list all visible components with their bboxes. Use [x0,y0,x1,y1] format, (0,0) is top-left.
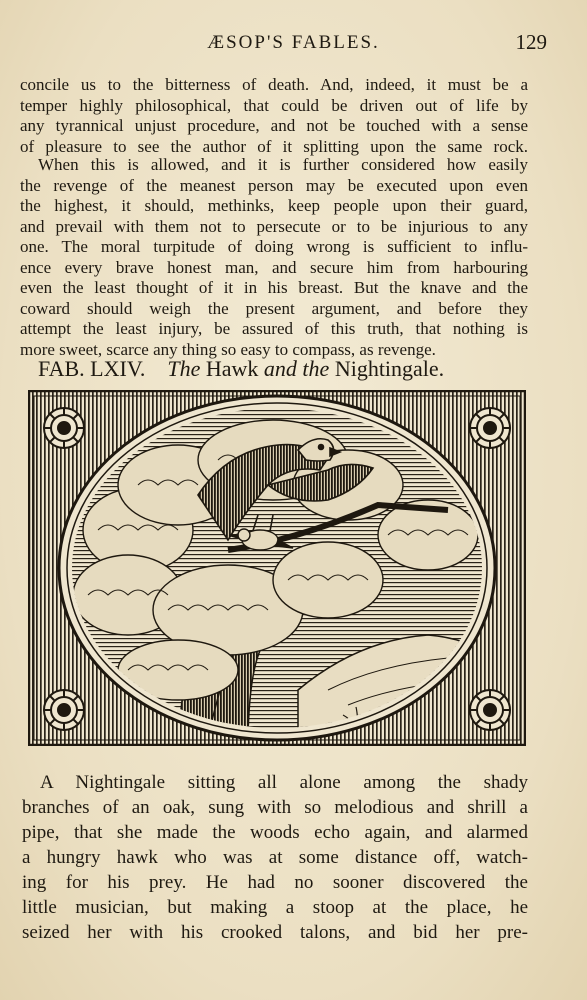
text-line: temper highly philosophical, that could be driven out of life by [20,95,528,115]
text-line: ing for his prey. He had no sooner discovered the [22,872,528,893]
text-line: and prevail with them not to persecute or to be injurious to any [20,216,528,236]
woodcut-illustration [28,390,526,746]
text-line: pipe, that she made the woods echo again, and alarmed [22,822,528,843]
text-line: A Nightingale sitting all alone among the shady [40,772,528,793]
text-line: any tyrannical unjust procedure, and not be touched with a sense [20,116,528,135]
paragraph-3 [22,770,528,945]
paragraph-2 [20,155,528,360]
text-line: the revenge of the meanest person may be executed upon even [20,175,528,195]
text-line: concile us to the bitterness of death. And, indeed, it must be a [20,75,528,94]
fable-title-nightingale: Nightingale. [334,356,445,381]
text-line: even the least thought of it in his breast. But the knave and the [20,278,528,297]
page-number: 129 [515,30,547,54]
text-line: of pleasure to see the author of it splitting upon the same rock. [20,136,528,156]
text-line: ence every brave honest man, and secure him from harbouring [20,257,528,277]
text-line: seized her with his crooked talons, and bid her pre- [22,922,528,943]
text-line: the highest, it should, methinks, keep people upon their guard, [20,196,528,215]
running-head [0,30,587,56]
text-line: branches of an oak, sung with so melodious and shrill a [22,797,528,818]
fable-title-hawk: Hawk [205,356,259,381]
text-line: one. The moral turpitude of doing wrong is sufficient to influ- [20,237,528,256]
text-line: attempt the least injury, be assured of this truth, that nothing is [20,319,528,338]
fable-title-the: The [167,356,201,381]
text-line: When this is allowed, and it is further considered how easily [38,155,528,174]
text-line: little musician, but making a stoop at the place, he [22,897,528,918]
paragraph-1 [20,75,528,157]
text-line: coward should weigh the present argument, and before they [20,298,528,318]
fable-number: FAB. LXIV. [38,356,146,381]
text-line: more sweet, scarce any thing so easy to compass, as revenge. [20,339,436,359]
text-line: a hungry hawk who was at some distance off, watch- [22,847,528,868]
running-head-title: ÆSOP'S FABLES. [207,32,380,53]
fable-heading [38,356,518,382]
fable-title-and-the: and the [263,356,330,381]
